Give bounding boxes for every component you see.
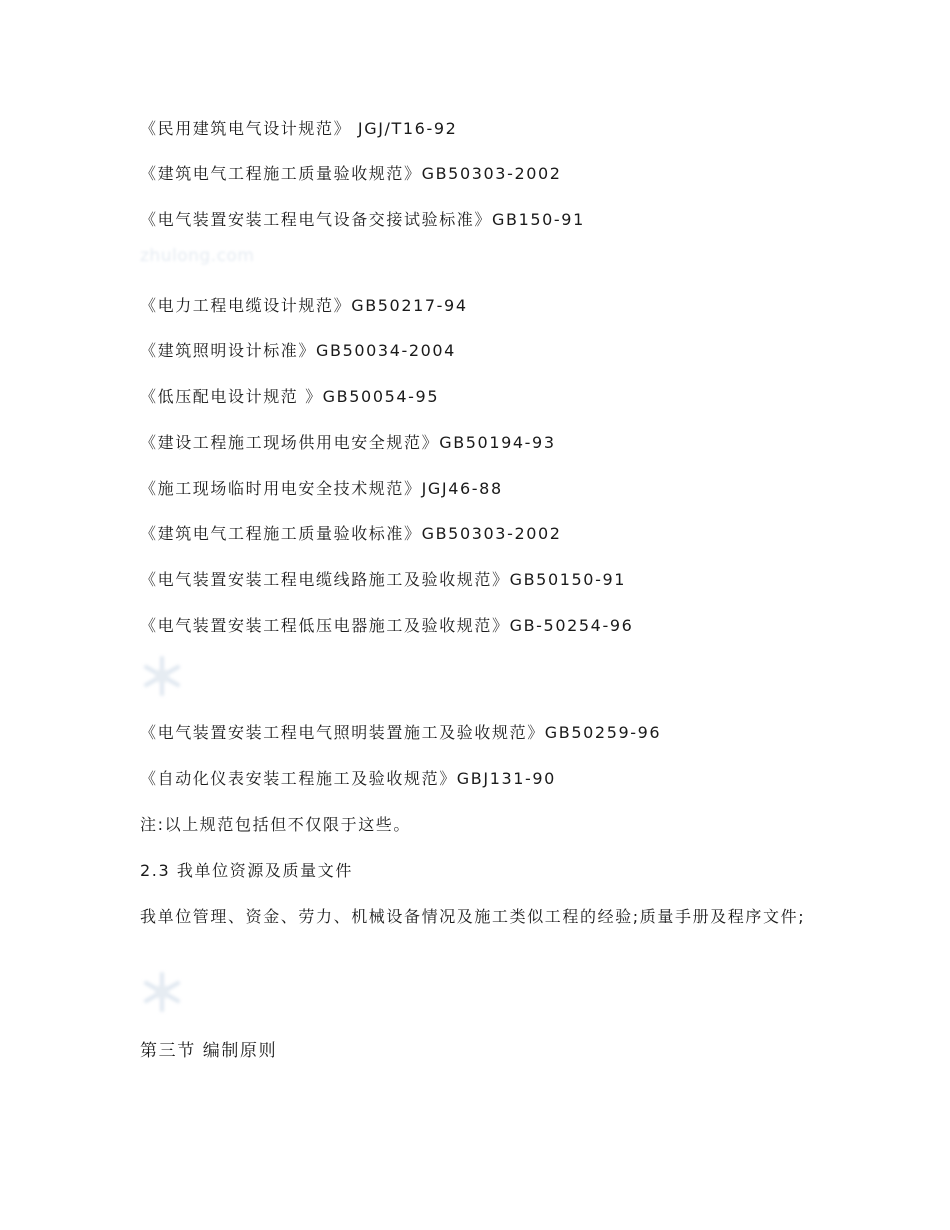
watermark-text: zhulong.com — [140, 246, 255, 266]
standard-item-10: 《电气装置安装工程电缆线路施工及验收规范》GB50150-91 — [140, 570, 627, 589]
snowflake-logo-icon — [140, 654, 184, 698]
section-heading-3: 第三节 编制原则 — [140, 1041, 278, 1061]
standard-item-13: 《自动化仪表安装工程施工及验收规范》GBJ131-90 — [140, 769, 556, 788]
section-2-3-body: 我单位管理、资金、劳力、机械设备情况及施工类似工程的经验;质量手册及程序文件; — [140, 907, 806, 926]
standard-item-4: 《电力工程电缆设计规范》GB50217-94 — [140, 296, 468, 315]
standard-item-1: 《民用建筑电气设计规范》 JGJ/T16-92 — [140, 119, 458, 138]
standard-item-5: 《建筑照明设计标准》GB50034-2004 — [140, 341, 456, 360]
standard-item-11: 《电气装置安装工程低压电器施工及验收规范》GB-50254-96 — [140, 616, 634, 635]
standard-item-2: 《建筑电气工程施工质量验收规范》GB50303-2002 — [140, 164, 562, 183]
standard-item-3: 《电气装置安装工程电气设备交接试验标准》GB150-91 — [140, 210, 585, 229]
section-heading-2-3: 2.3 我单位资源及质量文件 — [140, 861, 353, 880]
standard-item-8: 《施工现场临时用电安全技术规范》JGJ46-88 — [140, 479, 503, 498]
note-text: 注:以上规范包括但不仅限于这些。 — [140, 815, 411, 834]
standard-item-7: 《建设工程施工现场供用电安全规范》GB50194-93 — [140, 433, 556, 452]
standard-item-12: 《电气装置安装工程电气照明装置施工及验收规范》GB50259-96 — [140, 723, 662, 742]
standard-item-6: 《低压配电设计规范 》GB50054-95 — [140, 387, 440, 406]
snowflake-logo-icon — [140, 970, 184, 1014]
standard-item-9: 《建筑电气工程施工质量验收标准》GB50303-2002 — [140, 524, 562, 543]
